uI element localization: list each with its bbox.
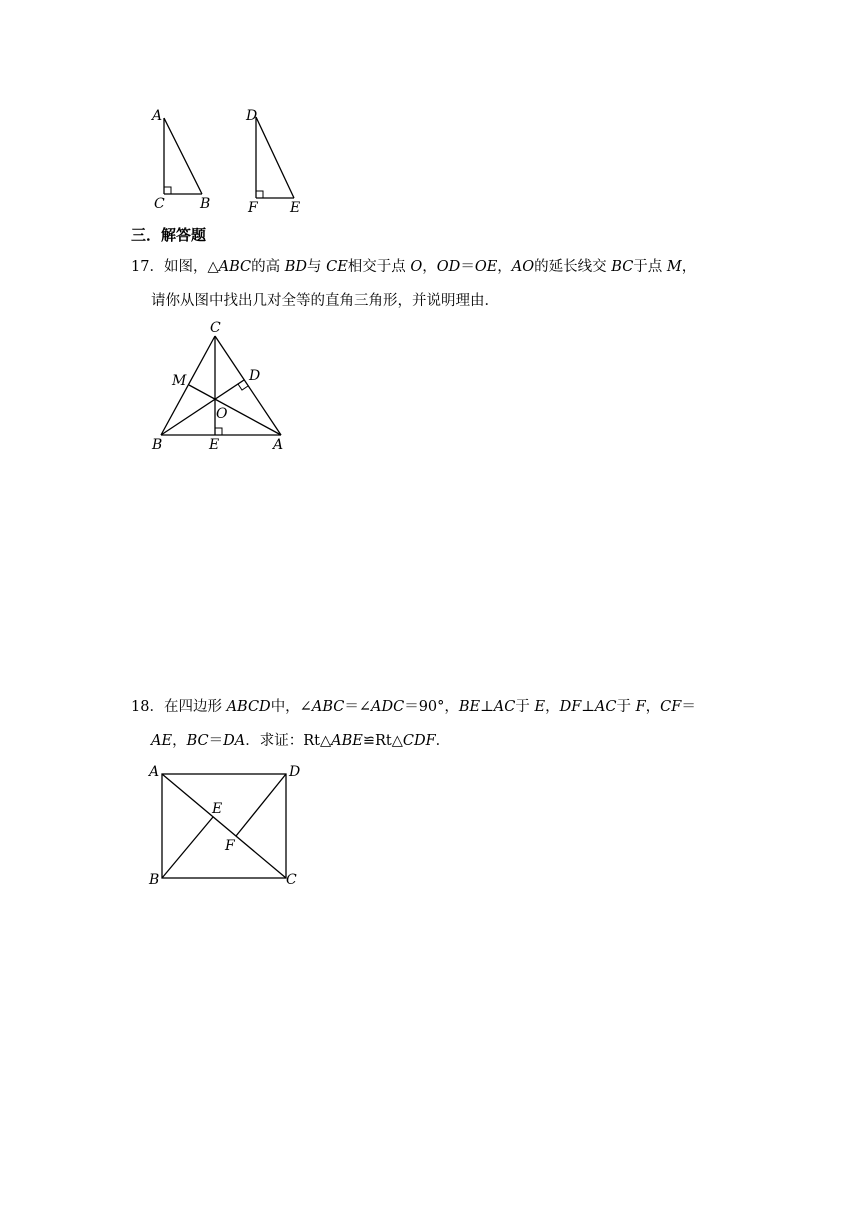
top-figure xyxy=(140,100,320,220)
text-segment: ＝ xyxy=(460,259,475,275)
text-segment: BE xyxy=(458,699,481,715)
label-d: D xyxy=(246,108,258,124)
text-segment: ≌Rt△ xyxy=(362,733,403,749)
text-segment: ADC xyxy=(371,699,405,715)
text-segment: ＝∠ xyxy=(344,699,371,715)
label-e: E xyxy=(290,200,301,216)
label-f: F xyxy=(225,838,235,854)
text-segment: AO xyxy=(511,259,535,275)
problem-18 xyxy=(131,690,741,758)
problem-18-figure xyxy=(140,758,320,893)
label-a: A xyxy=(152,108,163,124)
text-segment: ， xyxy=(545,699,560,715)
text-segment: AC xyxy=(594,699,617,715)
label-a: A xyxy=(273,437,284,453)
text-segment: ＝90°， xyxy=(404,699,459,715)
label-d: D xyxy=(289,764,301,780)
text-segment: ABC xyxy=(311,699,345,715)
text-segment: OE xyxy=(474,259,498,275)
text-segment: 与 xyxy=(307,259,327,275)
label-b: B xyxy=(149,872,160,888)
text-segment: ⊥ xyxy=(480,699,494,715)
text-segment: BC xyxy=(611,259,634,275)
problem-17 xyxy=(131,250,741,318)
text-segment: ， xyxy=(681,259,697,275)
text-segment: ， xyxy=(645,699,661,715)
text-segment: ABC xyxy=(218,259,252,275)
quadrilateral-abcd-lines xyxy=(162,774,286,878)
text-segment: F xyxy=(635,699,646,715)
problem-17-figure xyxy=(145,318,305,458)
triangle-def xyxy=(256,117,294,198)
text-segment: CE xyxy=(326,259,348,275)
label-c: C xyxy=(210,320,221,336)
text-segment: DF xyxy=(559,699,582,715)
text-segment: 在四边形 xyxy=(163,699,227,715)
text-segment: ， xyxy=(172,733,187,749)
label-a: A xyxy=(149,764,160,780)
text-segment: 的高 xyxy=(251,259,285,275)
text-segment: ＝ xyxy=(681,699,696,715)
text-segment: AE xyxy=(151,733,173,749)
problem-18-line-1 xyxy=(131,690,741,724)
text-segment: ＝ xyxy=(208,733,224,749)
text-segment: ABCD xyxy=(226,699,271,715)
label-o: O xyxy=(216,406,228,422)
text-segment: 于 xyxy=(616,699,636,715)
text-segment: OD xyxy=(436,259,461,275)
section-title: 三．解答题 xyxy=(131,226,207,244)
label-d: D xyxy=(249,368,261,384)
triangle-abc xyxy=(164,118,202,194)
label-e: E xyxy=(212,801,223,817)
text-segment: 中，∠ xyxy=(270,699,312,715)
text-segment: ⊥ xyxy=(581,699,595,715)
problem-17-number: 17． xyxy=(131,259,164,275)
text-segment: ， xyxy=(497,259,512,275)
text-segment: ．求证：Rt△ xyxy=(245,733,332,749)
problem-18-line-2 xyxy=(131,724,741,758)
label-b: B xyxy=(152,437,163,453)
text-segment: 如图，△ xyxy=(163,259,219,275)
problem-17-line-1 xyxy=(131,250,741,284)
text-segment: M xyxy=(666,259,682,275)
text-segment: 相交于点 xyxy=(347,259,411,275)
label-m: M xyxy=(172,373,187,389)
text-segment: O xyxy=(410,259,423,275)
problem-17-line-2: 请你从图中找出几对全等的直角三角形，并说明理由． xyxy=(151,293,499,309)
text-segment: 于 xyxy=(515,699,535,715)
label-b: B xyxy=(200,196,211,212)
problem-18-number: 18． xyxy=(131,699,164,715)
text-segment: CF xyxy=(660,699,682,715)
text-segment: ABE xyxy=(331,733,363,749)
text-segment: ． xyxy=(435,733,451,749)
label-c: C xyxy=(154,196,165,212)
text-segment: BD xyxy=(284,259,307,275)
text-segment: AC xyxy=(493,699,516,715)
text-segment: ， xyxy=(422,259,437,275)
text-segment: CDF xyxy=(402,733,436,749)
text-segment: 于点 xyxy=(633,259,667,275)
text-segment: BC xyxy=(186,733,209,749)
label-c: C xyxy=(286,872,297,888)
label-e: E xyxy=(209,437,220,453)
text-segment: 的延长线交 xyxy=(534,259,612,275)
label-f: F xyxy=(248,200,258,216)
text-segment: E xyxy=(534,699,546,715)
text-segment: DA xyxy=(223,733,246,749)
